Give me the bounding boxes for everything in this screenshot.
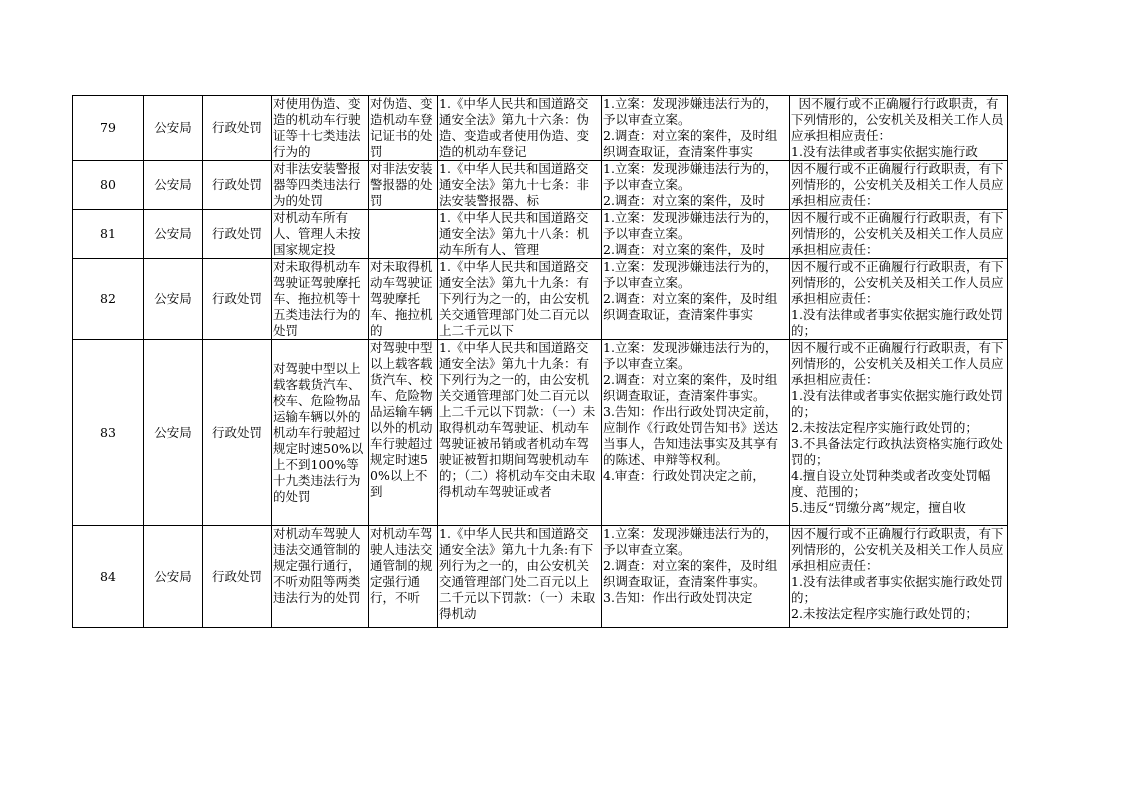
department-cell: 公安局 [144,259,203,340]
department-cell: 公安局 [144,96,203,161]
sub-item-cell: 对非法安装警报器的处罚 [369,161,438,210]
power-item-cell: 对非法安装警报器等四类违法行为的处罚 [272,161,369,210]
legal-basis-cell: 1.《中华人民共和国道路交通安全法》第九十六条：伪造、变造或者使用伪造、变造的机动车登记 [438,96,602,161]
table-row [73,210,1008,259]
row-number: 80 [73,161,144,210]
row-number: 79 [73,96,144,161]
sub-item-cell: 对机动车驾驶人违法交通管制的规定强行通行，不听 [369,526,438,628]
power-type-cell: 行政处罚 [203,210,272,259]
process-cell: 1.立案：发现涉嫌违法行为的，予以审查立案。 2.调查：对立案的案件，及时 [602,210,790,259]
power-item-cell: 对机动车所有人、管理人未按国家规定投 [272,210,369,259]
table-row [73,96,1008,161]
power-item-cell: 对未取得机动车驾驶证驾驶摩托车、拖拉机等十五类违法行为的处罚 [272,259,369,340]
power-item-cell: 对机动车驾驶人违法交通管制的规定强行通行，不听劝阻等两类违法行为的处罚 [272,526,369,628]
power-type-cell: 行政处罚 [203,161,272,210]
row-number: 82 [73,259,144,340]
power-item-cell: 对驾驶中型以上载客载货汽车、校车、危险物品运输车辆以外的机动车行驶超过规定时速50%以上不到100%等十九类违法行为的处罚 [272,340,369,526]
department-cell: 公安局 [144,210,203,259]
powers-table [72,95,1008,628]
power-item-cell: 对使用伪造、变造的机动车行驶证等十七类违法行为的 [272,96,369,161]
sub-item-cell: 对未取得机动车驾驶证驾驶摩托车、拖拉机的 [369,259,438,340]
table-row [73,259,1008,340]
legal-basis-cell: 1.《中华人民共和国道路交通安全法》第九十九条:有下列行为之一的，由公安机关交通管理部门处二百元以上二千元以下罚款：（一）未取得机动 [438,526,602,628]
department-cell: 公安局 [144,161,203,210]
liability-cell: 因不履行或不正确履行行政职责，有下列情形的，公安机关及相关工作人员应承担相应责任： [790,210,1008,259]
table-row [73,340,1008,526]
power-type-cell: 行政处罚 [203,259,272,340]
liability-cell: 因不履行或不正确履行行政职责，有下列情形的，公安机关及相关工作人员应承担相应责任： 1.没有法律或者事实依据实施行政 [790,96,1008,161]
power-type-cell: 行政处罚 [203,96,272,161]
sub-item-cell [369,210,438,259]
legal-basis-cell: 1.《中华人民共和国道路交通安全法》第九十九条：有下列行为之一的，由公安机关交通管理部门处二百元以上二千元以下 [438,259,602,340]
table-row [73,161,1008,210]
sub-item-cell: 对驾驶中型以上载客载货汽车、校车、危险物品运输车辆以外的机动车行驶超过规定时速50%以上不到 [369,340,438,526]
row-number: 81 [73,210,144,259]
row-number: 83 [73,340,144,526]
power-type-cell: 行政处罚 [203,340,272,526]
process-cell: 1.立案：发现涉嫌违法行为的，予以审查立案。 2.调查：对立案的案件，及时组织调查取证，查清案件事实 [602,96,790,161]
legal-basis-cell: 1.《中华人民共和国道路交通安全法》第九十九条：有下列行为之一的，由公安机关交通管理部门处二百元以上二千元以下罚款：（一）未取得机动车驾驶证、机动车驾驶证被吊销或者机动车驾驶证被暂扣期间驾驶机动车的；（二）将机动车交由未取得机动车驾驶证或者 [438,340,602,526]
legal-basis-cell: 1.《中华人民共和国道路交通安全法》第九十八条：机动车所有人、管理 [438,210,602,259]
process-cell: 1.立案：发现涉嫌违法行为的，予以审查立案。 2.调查：对立案的案件，及时组织调查取证，查清案件事实 [602,259,790,340]
department-cell: 公安局 [144,340,203,526]
power-type-cell: 行政处罚 [203,526,272,628]
liability-cell: 因不履行或不正确履行行政职责，有下列情形的，公安机关及相关工作人员应承担相应责任： 1.没有法律或者事实依据实施行政处罚的； 2.未按法定程序实施行政处罚的； 3.不具备法定行政执法资格实施行政处罚的； 4.擅自设立处罚种类或者改变处罚幅度、范围的； 5.违反“罚缴分离”规定，擅自收 [790,340,1008,526]
table-row [73,526,1008,628]
liability-cell: 因不履行或不正确履行行政职责，有下列情形的，公安机关及相关工作人员应承担相应责任： [790,161,1008,210]
department-cell: 公安局 [144,526,203,628]
sub-item-cell: 对伪造、变造机动车登记证书的处罚 [369,96,438,161]
legal-basis-cell: 1.《中华人民共和国道路交通安全法》第九十七条：非法安装警报器、标 [438,161,602,210]
process-cell: 1.立案：发现涉嫌违法行为的，予以审查立案。 2.调查：对立案的案件，及时 [602,161,790,210]
row-number: 84 [73,526,144,628]
liability-cell: 因不履行或不正确履行行政职责，有下列情形的，公安机关及相关工作人员应承担相应责任： 1.没有法律或者事实依据实施行政处罚的； 2.未按法定程序实施行政处罚的； [790,526,1008,628]
liability-cell: 因不履行或不正确履行行政职责，有下列情形的，公安机关及相关工作人员应承担相应责任： 1.没有法律或者事实依据实施行政处罚的； [790,259,1008,340]
process-cell: 1.立案：发现涉嫌违法行为的，予以审查立案。 2.调查：对立案的案件，及时组织调查取证，查清案件事实。 3.告知：作出行政处罚决定前，应制作《行政处罚告知书》送达当事人，告知违法事实及其享有的陈述、申辩等权利。 4.审查：行政处罚决定之前， [602,340,790,526]
process-cell: 1.立案：发现涉嫌违法行为的，予以审查立案。 2.调查：对立案的案件，及时组织调查取证，查清案件事实。 3.告知：作出行政处罚决定 [602,526,790,628]
